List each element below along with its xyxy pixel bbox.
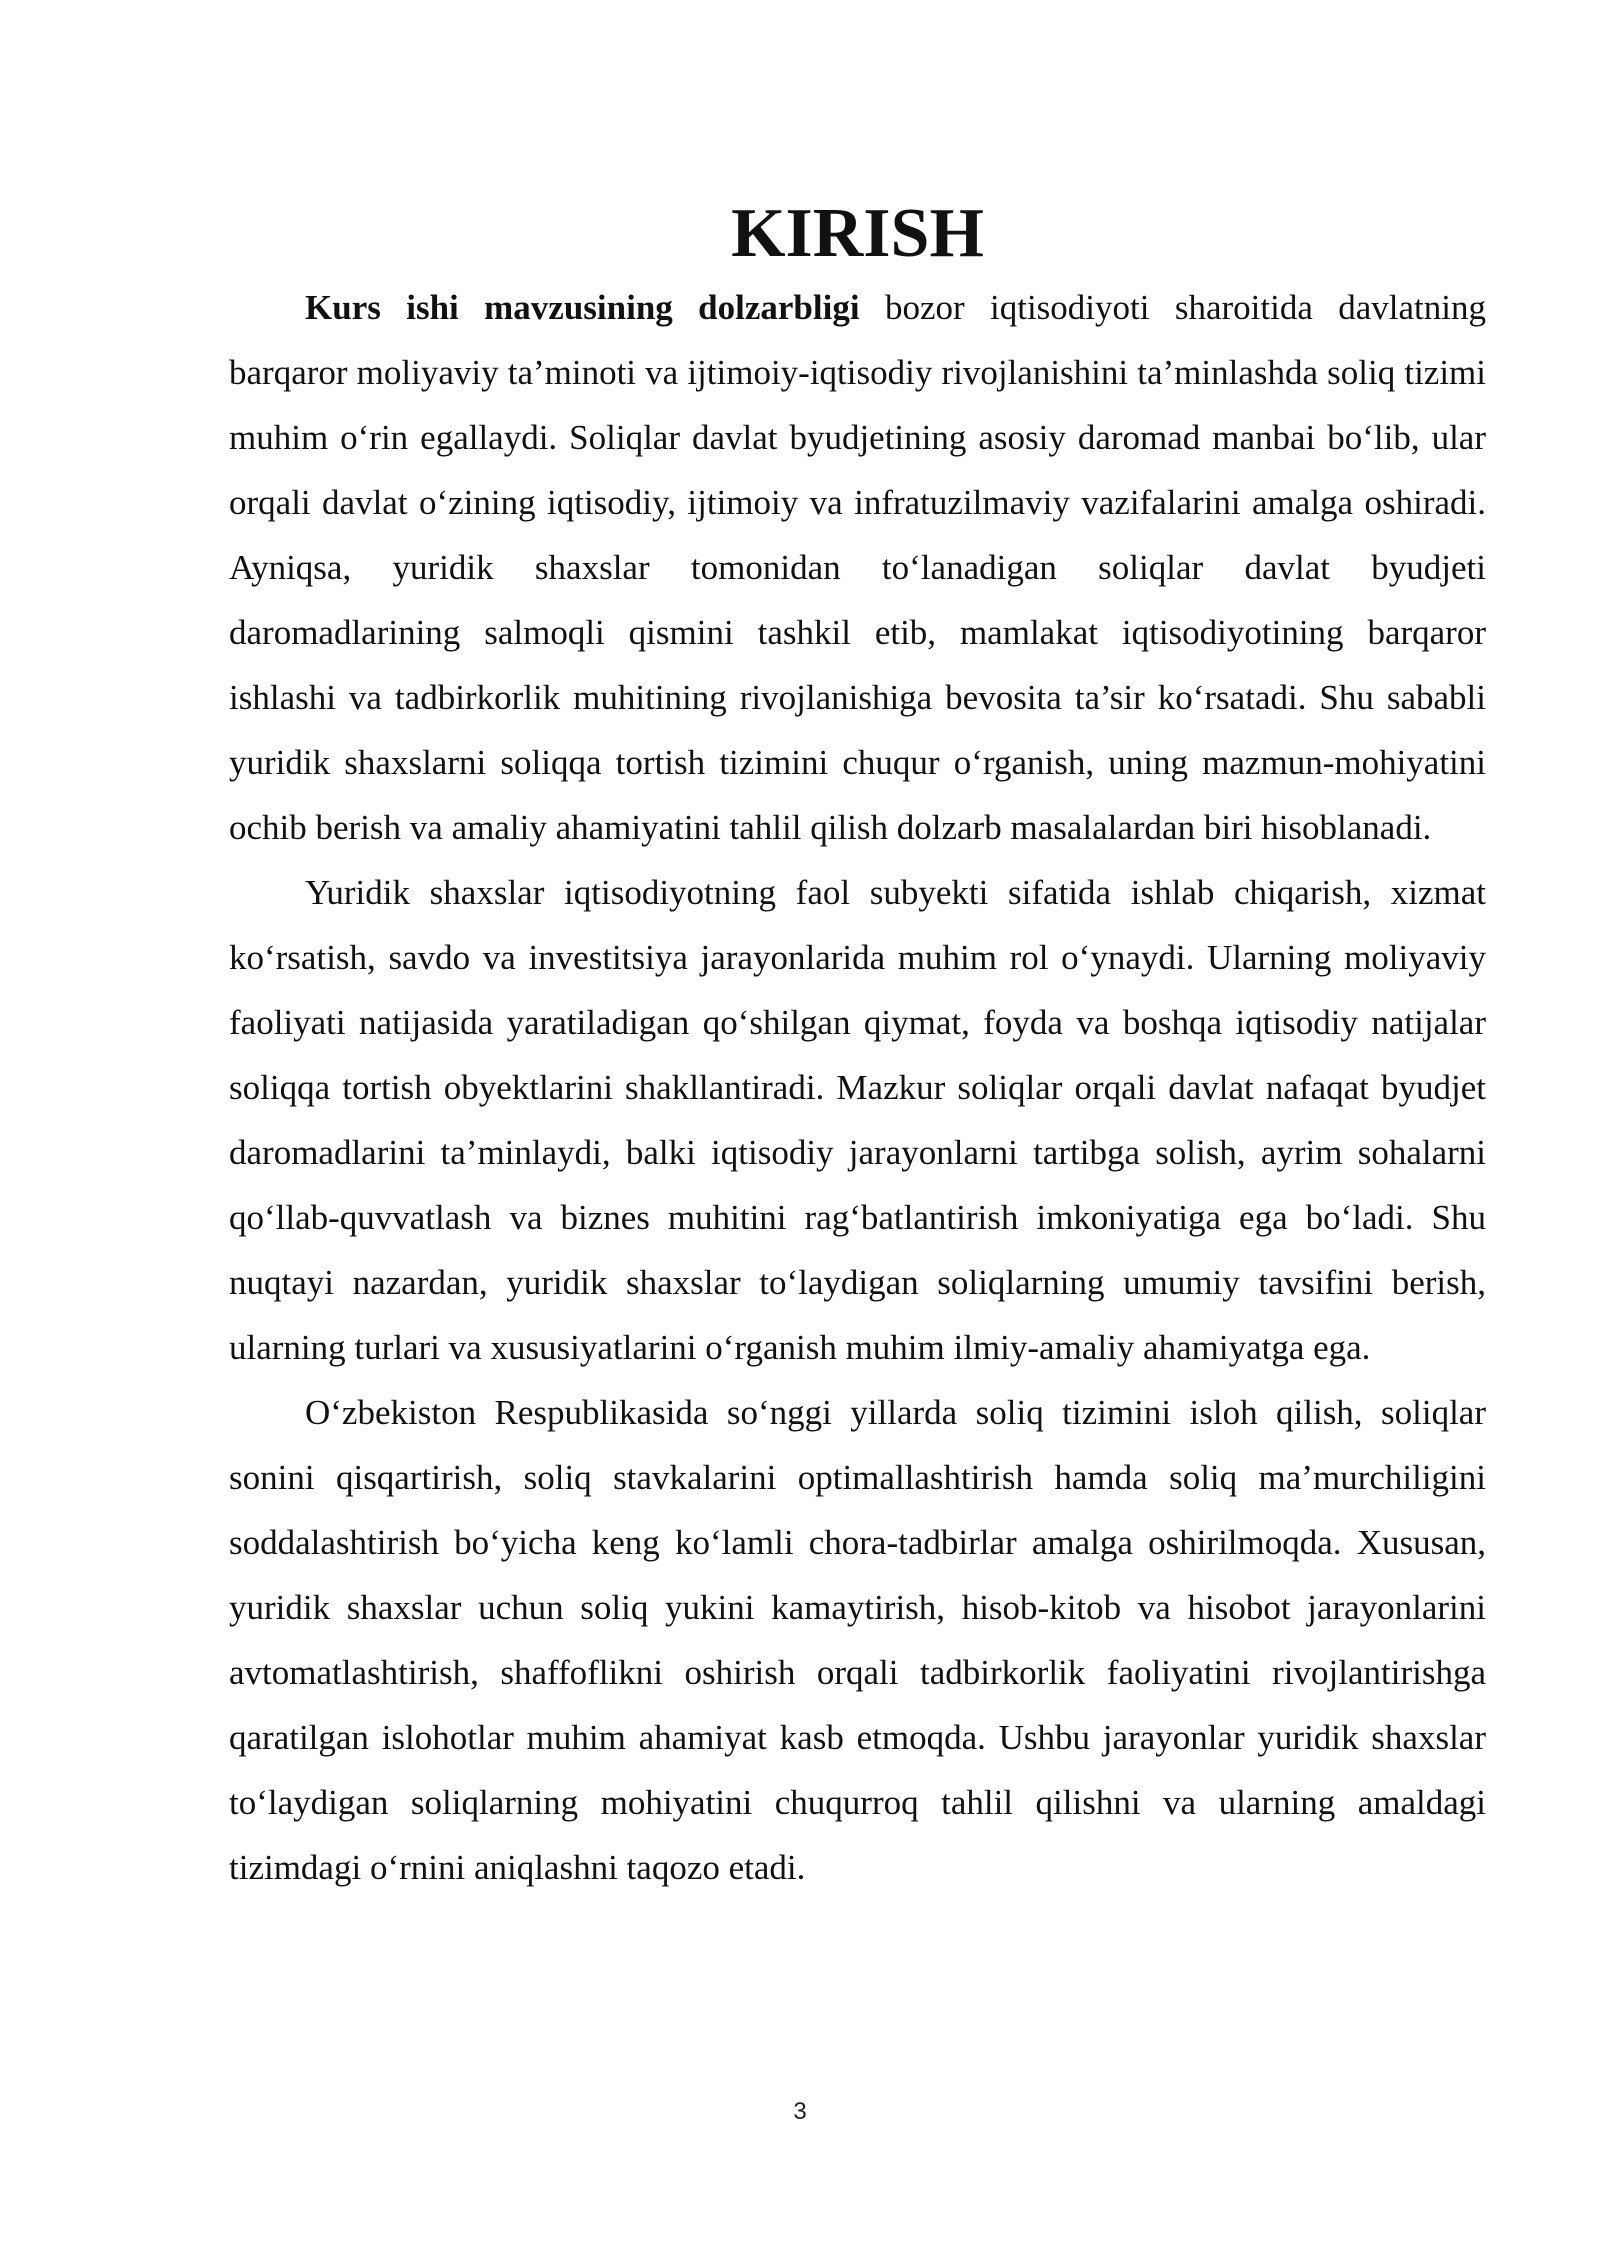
paragraph-1 [229, 275, 1486, 860]
paragraph-2 [229, 860, 1486, 1380]
paragraph-lead-bold: Kurs ishi mavzusining dolzarbligi [305, 288, 860, 327]
paragraph-2-text: Yuridik shaxslar iqtisodiyotning faol subyekti sifatida ishlab chiqarish, xizmat ko‘rsatish, savdo va investitsiya jarayonlarida muhim rol o‘ynaydi. Ularning moliyaviy faoliyati natijasida yaratiladigan qo‘shilgan qiymat, foyda va boshqa iqtisodiy natijalar soliqqa tortish obyektlarini shakllantiradi. Mazkur soliqlar orqali davlat nafaqat byudjet daromadlarini ta’minlaydi, balki iqtisodiy jarayonlarni tartibga solish, ayrim sohalarni qo‘llab-quvvatlash va biznes muhitini rag‘batlantirish imkoniyatiga ega bo‘ladi. Shu nuqtayi nazardan, yuridik shaxslar to‘laydigan soliqlarning umumiy tavsifini berish, ularning turlari va xususiyatlarini o‘rganish muhim ilmiy-amaliy ahamiyatga ega. [229, 873, 1486, 1367]
page-number: 3 [793, 2098, 807, 2125]
paragraph-3-text: O‘zbekiston Respublikasida so‘nggi yillarda soliq tizimini isloh qilish, soliqlar sonini qisqartirish, soliq stavkalarini optimallashtirish hamda soliq ma’murchiligini soddalashtirish bo‘yicha keng ko‘lamli chora-tadbirlar amalga oshirilmoqda. Xususan, yuridik shaxslar uchun soliq yukini kamaytirish, hisob-kitob va hisobot jarayonlarini avtomatlashtirish, shaffoflikni oshirish orqali tadbirkorlik faoliyatini rivojlantirishga qaratilgan islohotlar muhim ahamiyat kasb etmoqda. Ushbu jarayonlar yuridik shaxslar to‘laydigan soliqlarning mohiyatini chuqurroq tahlil qilishni va ularning amaldagi tizimdagi o‘rnini aniqlashni taqozo etadi. [229, 1393, 1486, 1887]
section-heading: KIRISH [731, 195, 984, 272]
paragraph-3 [229, 1380, 1486, 1900]
paragraph-1-text: bozor iqtisodiyoti sharoitida davlatning barqaror moliyaviy ta’minoti va ijtimoiy-iqtisodiy rivojlanishini ta’minlashda soliq tizimi muhim o‘rin egallaydi. Soliqlar davlat byudjetining asosiy daromad manbai bo‘lib, ular orqali davlat o‘zining iqtisodiy, ijtimoiy va infratuzilmaviy vazifalarini amalga oshiradi. Ayniqsa, yuridik shaxslar tomonidan to‘lanadigan soliqlar davlat byudjeti daromadlarining salmoqli qismini tashkil etib, mamlakat iqtisodiyotining barqaror ishlashi va tadbirkorlik muhitining rivojlanishiga bevosita ta’sir ko‘rsatadi. Shu sababli yuridik shaxslarni soliqqa tortish tizimini chuqur o‘rganish, uning mazmun-mohiyatini ochib berish va amaliy ahamiyatini tahlil qilish dolzarb masalalardan biri hisoblanadi. [229, 288, 1486, 847]
page-content [229, 195, 1486, 1900]
